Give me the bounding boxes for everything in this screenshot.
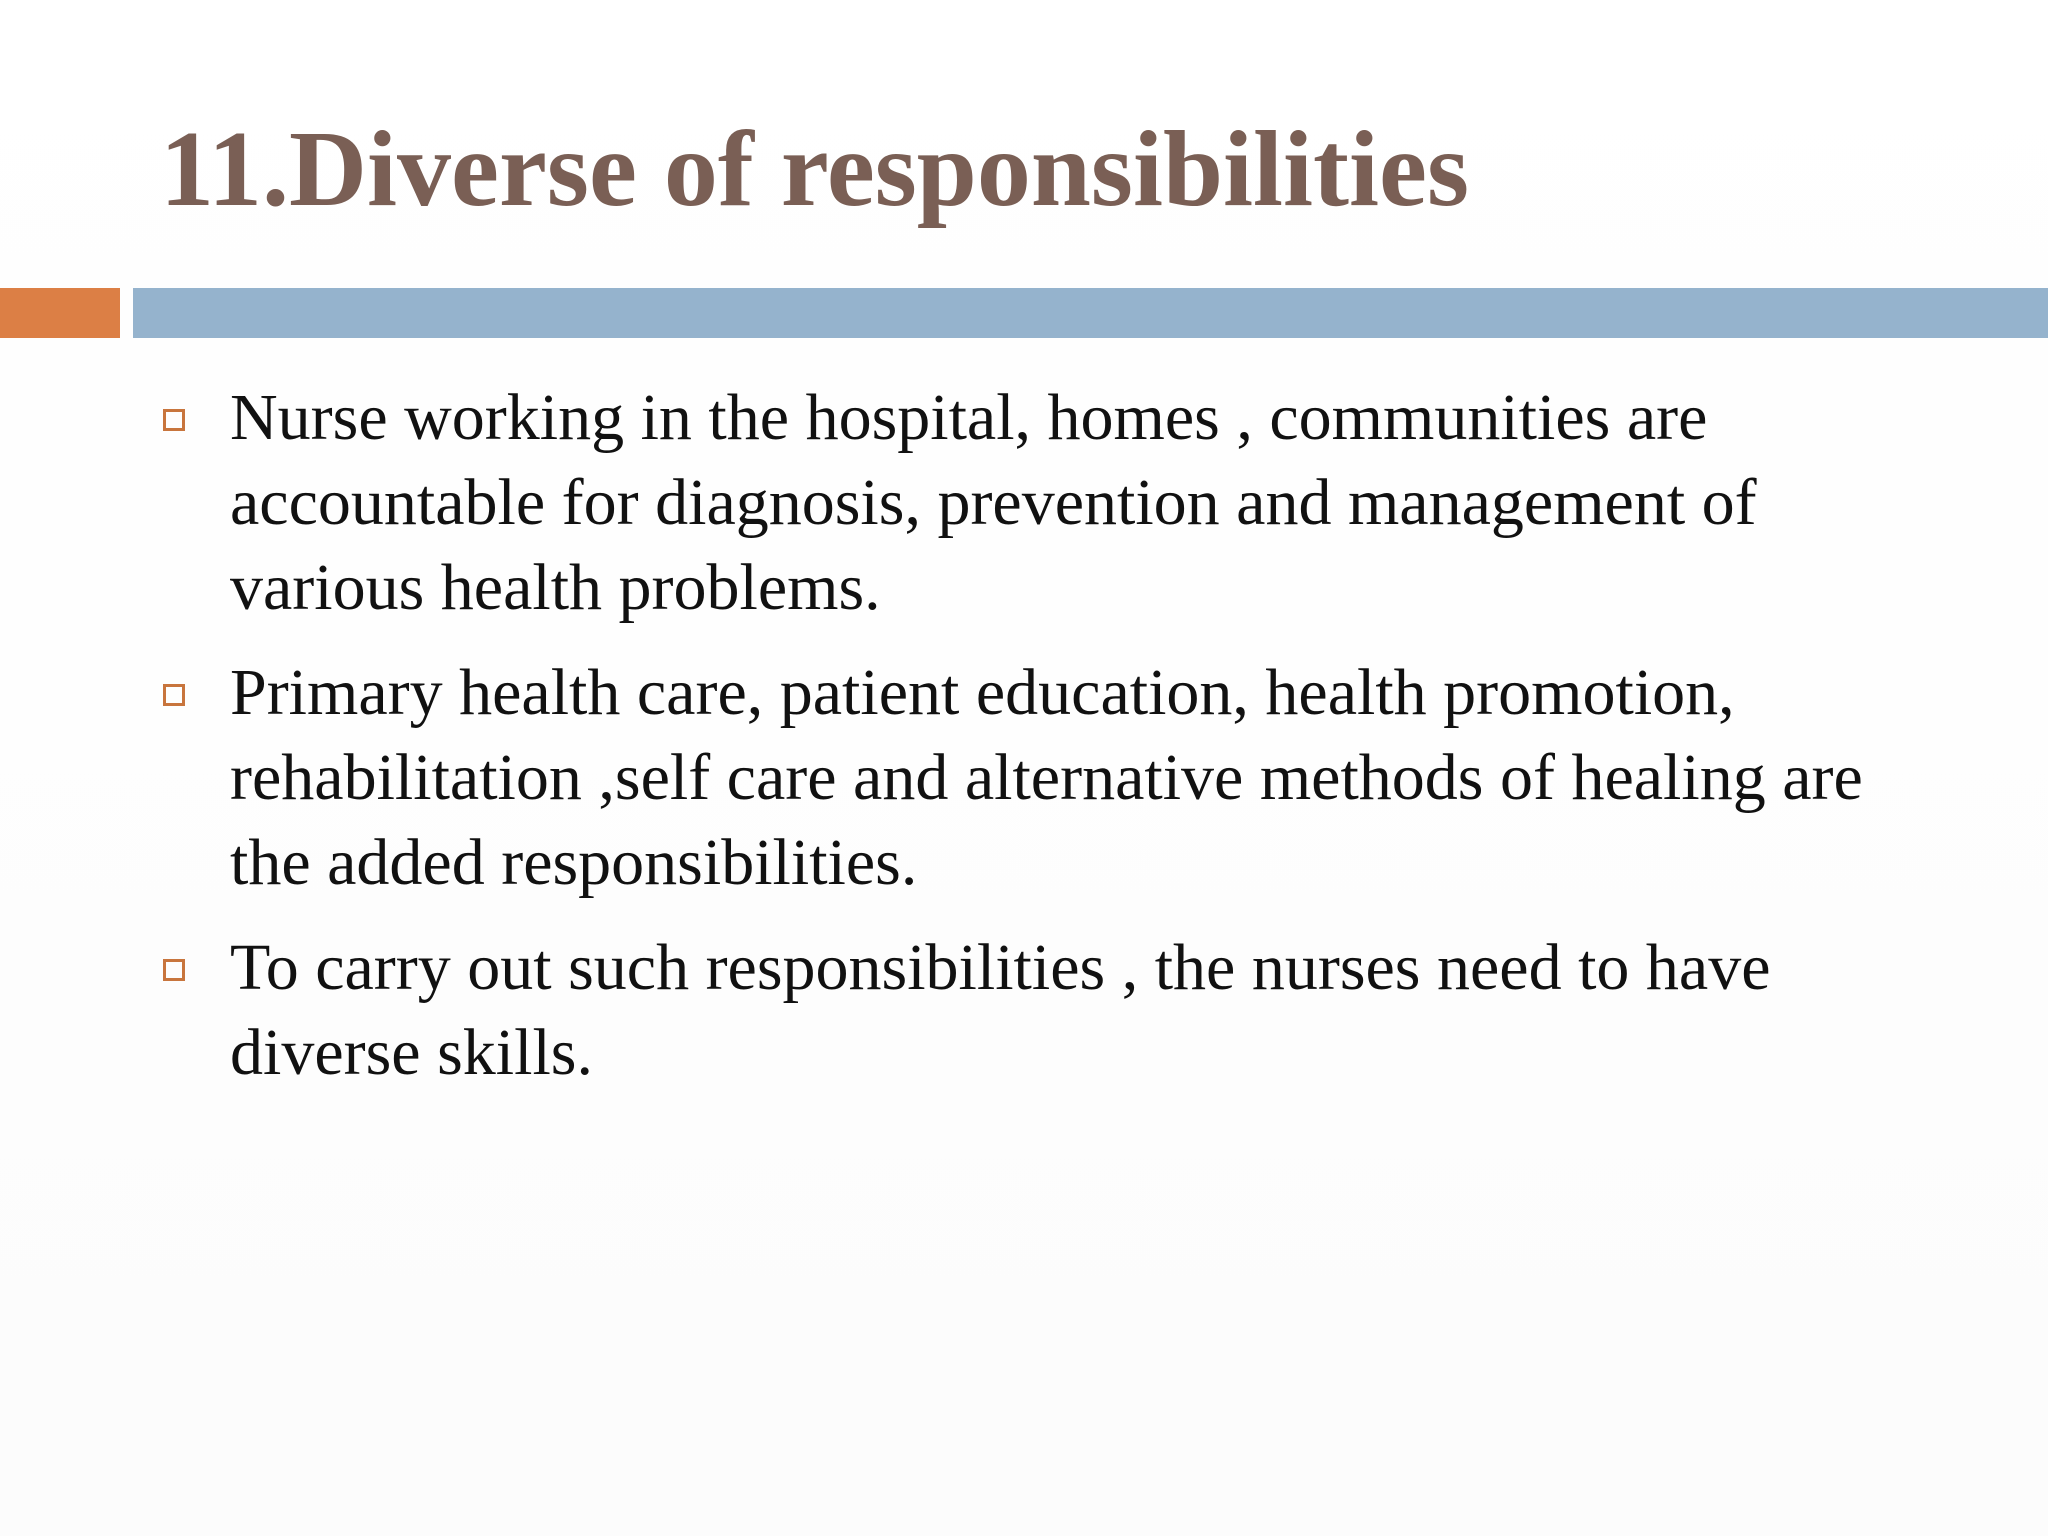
slide-title: 11.Diverse of responsibilities (160, 110, 1469, 229)
bullet-text: Primary health care, patient education, health promotion, rehabilitation ,self care and alternative methods of healing are the added responsibilities. (230, 656, 1863, 899)
bullet-text: Nurse working in the hospital, homes , communities are accountable for diagnosis, prevention and management of various health problems. (230, 381, 1757, 624)
hollow-square-bullet-icon (163, 959, 185, 981)
bullet-item (160, 375, 1920, 630)
hollow-square-bullet-icon (163, 409, 185, 431)
accent-bar-blue (133, 288, 2048, 338)
accent-bar-orange (0, 288, 120, 338)
bullet-item (160, 925, 1920, 1095)
hollow-square-bullet-icon (163, 684, 185, 706)
bullet-item (160, 650, 1920, 905)
bullet-text: To carry out such responsibilities , the nurses need to have diverse skills. (230, 931, 1771, 1089)
bullet-list (160, 375, 1920, 1115)
